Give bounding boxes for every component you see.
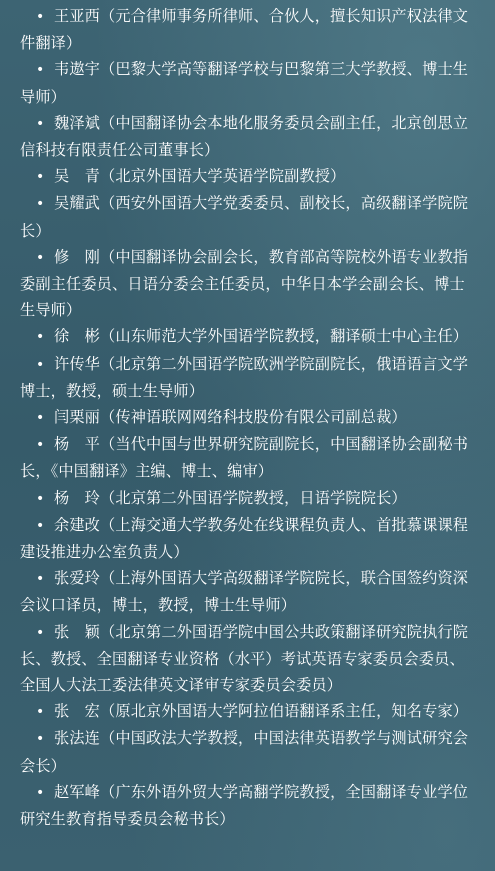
list-item <box>20 779 472 832</box>
bullet-icon: • <box>36 249 45 266</box>
person-description: （山东师范大学外国语学院教授，翻译硕士中心主任） <box>100 327 469 346</box>
person-description: （中国政法大学教授，中国法律英语教学与测试研究会会长） <box>20 729 469 775</box>
list-item <box>20 56 472 109</box>
person-description: （原北京外国语大学阿拉伯语翻译系主任，知名专家） <box>100 702 469 721</box>
list-item <box>20 323 472 350</box>
bullet-icon: • <box>36 784 45 801</box>
list-item <box>20 431 472 484</box>
person-description: （巴黎大学高等翻译学校与巴黎第三大学教授、博士生导师） <box>20 60 469 106</box>
bullet-icon: • <box>36 9 45 25</box>
bullet-icon: • <box>36 731 45 748</box>
person-name: 徐 彬 <box>54 327 101 346</box>
person-description: （西安外国语大学党委委员、副校长，高级翻译学院院长） <box>20 194 469 240</box>
person-description: （传神语联网网络科技股份有限公司副总裁） <box>100 408 407 427</box>
list-item <box>20 619 472 699</box>
person-description: （当代中国与世界研究院副院长，中国翻译协会副秘书长，《中国翻译》主编、博士、编审） <box>20 435 469 481</box>
person-name: 张 颖 <box>54 622 101 641</box>
person-name: 魏泽斌 <box>54 113 101 132</box>
person-description: （上海外国语大学高级翻译学院院长，联合国签约资深会议口译员，博士，教授，博士生导师） <box>20 569 469 615</box>
list-item <box>20 163 472 190</box>
expert-list <box>20 3 472 832</box>
bullet-icon: • <box>36 410 45 427</box>
person-name: 余建改 <box>54 515 101 534</box>
person-description: （北京第二外国语学院中国公共政策翻译研究院执行院长、教授、全国翻译专业资格（水平）考试英语专家委员会委员、全国人大法工委法律英文译审专家委员会委员） <box>20 622 469 695</box>
list-item <box>20 110 472 163</box>
person-name: 韦遨宇 <box>54 60 101 79</box>
person-description: （上海交通大学教务处在线课程负责人、首批慕课课程建设推进办公室负责人） <box>20 515 469 562</box>
person-name: 赵军峰 <box>54 782 101 801</box>
bullet-icon: • <box>36 624 45 641</box>
person-name: 张爱玲 <box>54 569 101 588</box>
person-name: 吴耀武 <box>54 194 101 213</box>
list-item <box>20 725 472 778</box>
bullet-icon: • <box>36 62 45 79</box>
person-description: （中国翻译协会副会长，教育部高等院校外语专业教指委副主任委员、日语分委会主任委员，中华日本学会副会长、博士生导师） <box>20 247 469 320</box>
person-name: 修 刚 <box>54 247 101 266</box>
list-item <box>20 485 472 512</box>
list-item <box>20 244 472 324</box>
person-description: （元合律师事务所律师、合伙人，擅长知识产权法律文件翻译） <box>20 7 469 53</box>
person-name: 张法连 <box>54 729 101 748</box>
bullet-icon: • <box>36 517 45 534</box>
person-name: 吴 青 <box>54 167 101 186</box>
person-description: （广东外语外贸大学高翻学院教授，全国翻译专业学位研究生教育指导委员会秘书长） <box>20 782 469 829</box>
bullet-icon: • <box>36 490 45 507</box>
person-name: 杨 平 <box>54 435 101 454</box>
bullet-icon: • <box>36 196 45 213</box>
list-item <box>20 351 472 404</box>
bullet-icon: • <box>36 571 45 588</box>
list-item <box>20 190 472 243</box>
person-description: （北京外国语大学英语学院副教授） <box>100 167 346 186</box>
person-name: 王亚西 <box>54 7 101 25</box>
person-name: 许传华 <box>54 354 101 373</box>
person-description: （中国翻译协会本地化服务委员会副主任，北京创思立信科技有限责任公司董事长） <box>20 113 469 160</box>
person-description: （北京第二外国语学院教授，日语学院院长） <box>100 488 407 507</box>
bullet-icon: • <box>36 356 45 373</box>
bullet-icon: • <box>36 704 45 721</box>
list-item <box>20 565 472 618</box>
bullet-icon: • <box>36 437 45 454</box>
bullet-icon: • <box>36 169 45 186</box>
list-item <box>20 698 472 725</box>
list-item <box>20 404 472 431</box>
person-name: 闫栗丽 <box>54 408 101 427</box>
bullet-icon: • <box>36 329 45 346</box>
person-description: （北京第二外国语学院欧洲学院副院长，俄语语言文学博士，教授，硕士生导师） <box>20 354 469 400</box>
list-item <box>20 512 472 565</box>
person-name: 杨 玲 <box>54 488 101 507</box>
person-name: 张 宏 <box>54 702 101 721</box>
list-item <box>20 3 472 56</box>
bullet-icon: • <box>36 115 45 132</box>
